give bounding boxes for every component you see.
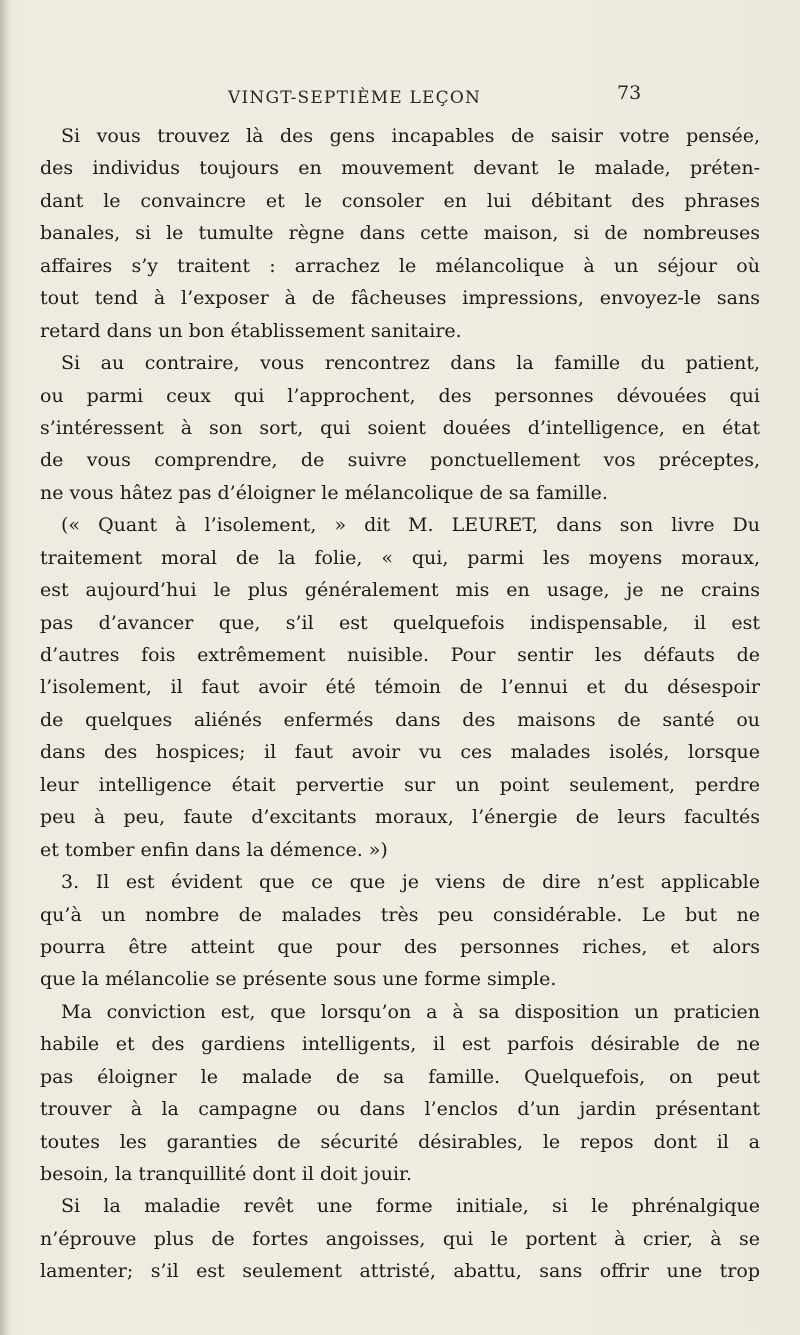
text-line: besoin, la tranquillité dont il doit jouir.	[40, 1163, 413, 1185]
text-line: Si la maladie revêt une forme initiale, si le phrénalgique	[61, 1195, 760, 1218]
text-line: pas éloigner le malade de sa famille. Quelquefois, on peut	[40, 1065, 760, 1088]
text-line: dans des hospices; il faut avoir vu ces malades isolés, lorsque	[40, 741, 760, 764]
text-line: s’intéressent à son sort, qui soient douées d’intelligence, en état	[40, 416, 760, 439]
page-header	[0, 82, 800, 112]
text-line: peu à peu, faute d’excitants moraux, l’énergie de leurs facultés	[40, 806, 760, 829]
text-line: des individus toujours en mouvement devant le malade, préten-	[40, 157, 760, 180]
text-line: qu’à un nombre de malades très peu considérable. Le but ne	[40, 903, 760, 926]
text-line: que la mélancolie se présente sous une forme simple.	[40, 968, 557, 991]
text-line: toutes les garanties de sécurité désirables, le repos dont il a	[40, 1130, 760, 1153]
body-text	[40, 120, 760, 1288]
text-line: et tomber enfin dans la démence. »)	[40, 838, 388, 861]
text-line: pas d’avancer que, s’il est quelquefois indispensable, il est	[40, 611, 760, 634]
text-line: leur intelligence était pervertie sur un point seulement, perdre	[40, 773, 760, 796]
text-line: dant le convaincre et le consoler en lui débitant des phrases	[40, 189, 760, 212]
text-line: trouver à la campagne ou dans l’enclos d’un jardin présentant	[40, 1098, 760, 1121]
text-line: de quelques aliénés enfermés dans des maisons de santé ou	[40, 708, 760, 731]
text-line: de vous comprendre, de suivre ponctuellement vos préceptes,	[40, 449, 760, 472]
text-line: habile et des gardiens intelligents, il est parfois désirable de ne	[40, 1033, 760, 1056]
text-line: affaires s’y traitent : arrachez le mélancolique à un séjour où	[40, 254, 760, 277]
text-line: ou parmi ceux qui l’approchent, des personnes dévouées qui	[40, 384, 760, 407]
text-line: n’éprouve plus de fortes angoisses, qui le portent à crier, à se	[40, 1227, 760, 1250]
text-line: d’autres fois extrêmement nuisible. Pour sentir les défauts de	[40, 644, 760, 666]
running-head: VINGT-SEPTIÈME LEÇON	[228, 88, 482, 108]
page-number: 73	[617, 82, 642, 104]
text-line: banales, si le tumulte règne dans cette maison, si de nombreuses	[40, 222, 760, 245]
text-line: est aujourd’hui le plus généralement mis en usage, je ne crains	[40, 579, 760, 602]
text-line: lamenter; s’il est seulement attristé, abattu, sans offrir une trop	[40, 1260, 760, 1283]
text-line: Si vous trouvez là des gens incapables de saisir votre pensée,	[61, 125, 760, 147]
text-line: Si au contraire, vous rencontrez dans la famille du patient,	[61, 352, 760, 375]
text-line: traitement moral de la folie, « qui, parmi les moyens moraux,	[40, 546, 760, 569]
text-line: (« Quant à l’isolement, » dit M. LEURET, dans son livre Du	[61, 514, 760, 537]
text-line: 3. Il est évident que ce que je viens de dire n’est applicable	[61, 871, 760, 894]
text-line: l’isolement, il faut avoir été témoin de l’ennui et du désespoir	[40, 676, 760, 699]
text-line: retard dans un bon établissement sanitaire.	[40, 319, 462, 342]
text-line: ne vous hâtez pas d’éloigner le mélancolique de sa famille.	[40, 481, 608, 504]
text-line: Ma conviction est, que lorsqu’on a à sa disposition un praticien	[61, 1000, 760, 1023]
text-line: tout tend à l’exposer à de fâcheuses impressions, envoyez-le sans	[40, 287, 760, 310]
text-line: pourra être atteint que pour des personnes riches, et alors	[40, 935, 760, 958]
page-gutter-shadow	[0, 0, 10, 1335]
